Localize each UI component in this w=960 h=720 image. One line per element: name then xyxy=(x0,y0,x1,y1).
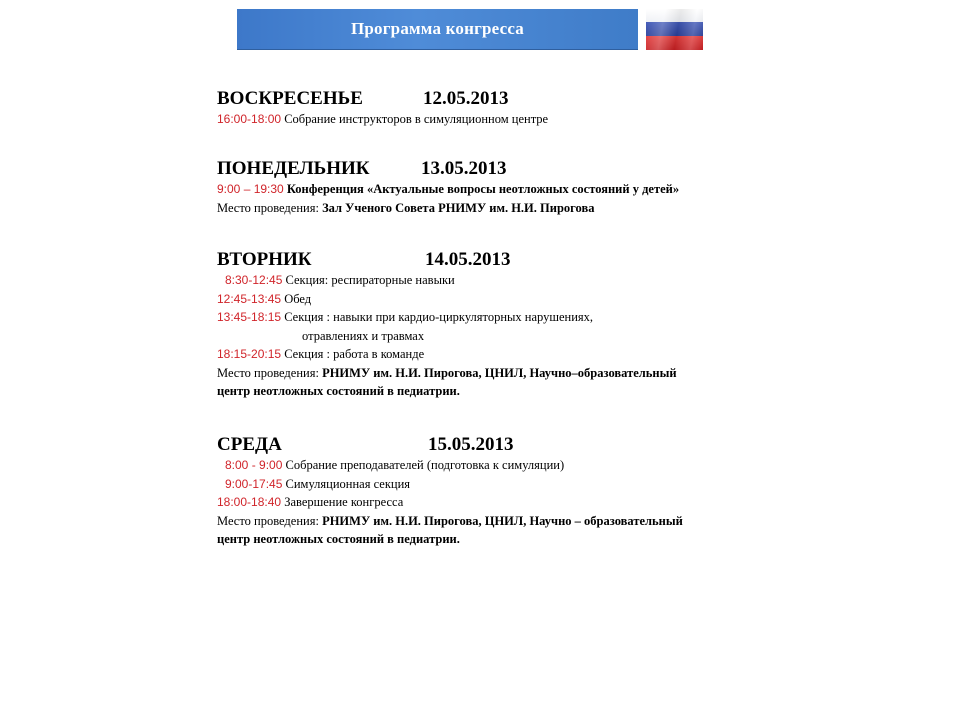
venue-label: Место проведения: xyxy=(217,365,319,380)
item-time: 12:45-13:45 xyxy=(217,291,282,306)
schedule-item xyxy=(217,110,548,129)
banner-title: Программа конгресса xyxy=(350,19,525,38)
venue-label: Место проведения: xyxy=(217,513,319,528)
day-sunday xyxy=(217,88,548,129)
day-wednesday xyxy=(217,434,683,549)
russian-flag-icon xyxy=(646,9,703,50)
item-text: отравлениях и травмах xyxy=(302,328,425,343)
day-monday xyxy=(217,158,679,217)
day-date: 15.05.2013 xyxy=(428,434,514,455)
item-text: Собрание инструкторов в симуляционном центре xyxy=(281,112,549,126)
day-name: ВОСКРЕСЕНЬЕ xyxy=(217,88,363,109)
schedule-item xyxy=(217,456,683,475)
venue-line: центр неотложных состояний в педиатрии. xyxy=(217,532,460,546)
day-header xyxy=(217,88,548,110)
item-text: Секция : работа в команде xyxy=(284,347,425,361)
venue-line xyxy=(217,199,679,218)
item-time: 9:00 – 19:30 xyxy=(217,182,284,196)
item-text: Обед xyxy=(284,291,312,306)
item-text: Секция : навыки при кардио-циркуляторных нарушениях, xyxy=(284,310,594,324)
schedule-item xyxy=(217,180,679,199)
venue-label: Место проведения: xyxy=(217,200,319,215)
schedule-item xyxy=(217,308,677,327)
item-time: 16:00-18:00 xyxy=(217,112,282,126)
day-name: ПОНЕДЕЛЬНИК xyxy=(217,158,370,179)
schedule-item xyxy=(217,271,677,290)
day-name: ВТОРНИК xyxy=(217,249,312,270)
item-time: 8:30-12:45 xyxy=(225,273,283,287)
item-time: 9:00-17:45 xyxy=(225,476,283,491)
schedule-item-continuation xyxy=(217,327,677,346)
venue-line: центр неотложных состояний в педиатрии. xyxy=(217,384,460,398)
venue-text: РНИМУ им. Н.И. Пирогова, ЦНИЛ, Научно–образовательный xyxy=(318,365,677,380)
venue-text: Зал Ученого Совета РНИМУ им. Н.И. Пирогова xyxy=(322,200,595,215)
schedule-item xyxy=(217,290,677,309)
day-header xyxy=(217,249,677,271)
schedule-item xyxy=(217,475,683,494)
item-time: 8:00 - 9:00 xyxy=(225,458,283,472)
item-time: 18:00-18:40 xyxy=(217,495,282,509)
item-text: Конференция «Актуальные вопросы неотложных состояний у детей» xyxy=(286,182,680,196)
item-text: Симуляционная секция xyxy=(285,476,411,491)
venue-line xyxy=(217,364,677,383)
day-date: 13.05.2013 xyxy=(421,158,507,179)
day-tuesday xyxy=(217,249,677,401)
day-name: СРЕДА xyxy=(217,434,282,455)
item-time: 18:15-20:15 xyxy=(217,347,282,361)
item-text: Собрание преподавателей (подготовка к симуляции) xyxy=(285,458,565,472)
day-header xyxy=(217,158,679,180)
item-text: Секция: респираторные навыки xyxy=(285,273,455,287)
venue-text: РНИМУ им. Н.И. Пирогова, ЦНИЛ, Научно – образовательный xyxy=(322,513,683,528)
venue-line xyxy=(217,512,683,531)
schedule-item xyxy=(217,345,677,364)
day-date: 12.05.2013 xyxy=(423,88,509,109)
schedule-item xyxy=(217,493,683,512)
item-time: 13:45-18:15 xyxy=(217,310,282,324)
program-banner xyxy=(237,9,638,50)
day-header xyxy=(217,434,683,456)
day-date: 14.05.2013 xyxy=(425,249,511,270)
item-text: Завершение конгресса xyxy=(284,495,404,509)
